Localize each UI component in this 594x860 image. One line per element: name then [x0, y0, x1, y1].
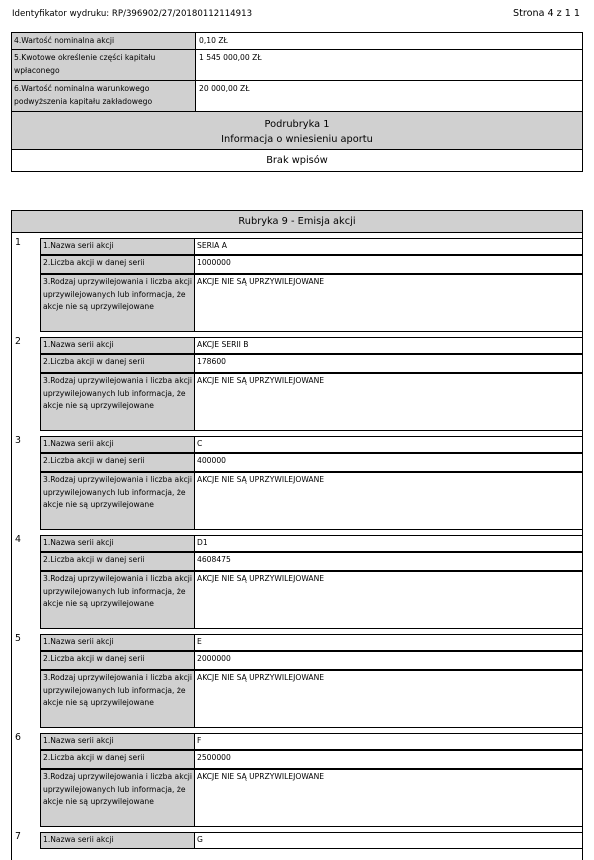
row-label: 5.Kwotowe określenie części kapitału wpłaconego — [12, 50, 195, 80]
privilege-value: AKCJE NIE SĄ UPRZYWILEJOWANE — [194, 670, 583, 728]
series-name-value: AKCJE SERII B — [194, 337, 583, 354]
share-series-entry — [12, 629, 582, 728]
privilege-label: 3.Rodzaj uprzywilejowania i liczba akcji uprzywilejowanych lub informacja, że akcje nie są uprzywilejowane — [40, 274, 195, 332]
series-name-label: 1.Nazwa serii akcji — [40, 436, 195, 453]
table-row — [12, 50, 582, 81]
share-count-label: 2.Liczba akcji w danej serii — [40, 651, 195, 670]
row-label: 6.Wartość nominalna warunkowego podwyższenia kapitału zakładowego — [12, 81, 195, 111]
series-name-value: E — [194, 634, 583, 651]
row-value: 20 000,00 ZŁ — [195, 81, 582, 111]
series-name-label: 1.Nazwa serii akcji — [40, 733, 195, 750]
table-row — [12, 33, 582, 50]
share-series-entry — [12, 728, 582, 827]
series-name-value: G — [194, 832, 583, 849]
entry-number: 5 — [15, 633, 21, 644]
share-count-label: 2.Liczba akcji w danej serii — [40, 552, 195, 571]
series-name-label: 1.Nazwa serii akcji — [40, 337, 195, 354]
share-count-label: 2.Liczba akcji w danej serii — [40, 750, 195, 769]
share-count-value: 2500000 — [194, 750, 583, 769]
privilege-label: 3.Rodzaj uprzywilejowania i liczba akcji uprzywilejowanych lub informacja, że akcje nie są uprzywilejowane — [40, 670, 195, 728]
share-count-value: 4608475 — [194, 552, 583, 571]
row-value: 1 545 000,00 ZŁ — [195, 50, 582, 80]
series-name-label: 1.Nazwa serii akcji — [40, 832, 195, 849]
subrubric-subtitle: Informacja o wniesieniu aportu — [221, 134, 373, 145]
series-name-label: 1.Nazwa serii akcji — [40, 535, 195, 552]
privilege-label: 3.Rodzaj uprzywilejowania i liczba akcji uprzywilejowanych lub informacja, że akcje nie są uprzywilejowane — [40, 769, 195, 827]
series-name-value: D1 — [194, 535, 583, 552]
privilege-value: AKCJE NIE SĄ UPRZYWILEJOWANE — [194, 472, 583, 530]
privilege-value: AKCJE NIE SĄ UPRZYWILEJOWANE — [194, 571, 583, 629]
subrubric-empty: Brak wpisów — [266, 155, 328, 166]
subrubric-title: Podrubryka 1 — [264, 119, 330, 130]
entry-number: 1 — [15, 237, 21, 248]
share-count-value: 2000000 — [194, 651, 583, 670]
share-count-label: 2.Liczba akcji w danej serii — [40, 255, 195, 274]
share-count-value: 400000 — [194, 453, 583, 472]
rubric-9-table — [11, 210, 583, 860]
share-count-label: 2.Liczba akcji w danej serii — [40, 453, 195, 472]
share-count-label: 2.Liczba akcji w danej serii — [40, 354, 195, 373]
share-count-value: 178600 — [194, 354, 583, 373]
privilege-value: AKCJE NIE SĄ UPRZYWILEJOWANE — [194, 769, 583, 827]
row-value: 0,10 ZŁ — [195, 33, 582, 49]
series-name-label: 1.Nazwa serii akcji — [40, 238, 195, 255]
privilege-label: 3.Rodzaj uprzywilejowania i liczba akcji uprzywilejowanych lub informacja, że akcje nie są uprzywilejowane — [40, 472, 195, 530]
print-identifier: Identyfikator wydruku: RP/396902/27/20180112114913 — [12, 9, 253, 19]
page-number: Strona 4 z 1 1 — [513, 8, 580, 19]
share-series-entry — [12, 827, 582, 857]
series-name-value: F — [194, 733, 583, 750]
privilege-value: AKCJE NIE SĄ UPRZYWILEJOWANE — [194, 274, 583, 332]
series-name-value: SERIA A — [194, 238, 583, 255]
series-name-label: 1.Nazwa serii akcji — [40, 634, 195, 651]
entry-number: 4 — [15, 534, 21, 545]
privilege-label: 3.Rodzaj uprzywilejowania i liczba akcji uprzywilejowanych lub informacja, że akcje nie są uprzywilejowane — [40, 571, 195, 629]
capital-table — [11, 32, 583, 172]
privilege-label: 3.Rodzaj uprzywilejowania i liczba akcji uprzywilejowanych lub informacja, że akcje nie są uprzywilejowane — [40, 373, 195, 431]
entry-number: 3 — [15, 435, 21, 446]
privilege-value: AKCJE NIE SĄ UPRZYWILEJOWANE — [194, 373, 583, 431]
share-series-entry — [12, 530, 582, 629]
entry-number: 2 — [15, 336, 21, 347]
series-name-value: C — [194, 436, 583, 453]
rubric-title: Rubryka 9 - Emisja akcji — [12, 211, 582, 233]
share-series-entry — [12, 233, 582, 332]
subrubric-header — [12, 112, 582, 150]
share-count-value: 1000000 — [194, 255, 583, 274]
entry-number: 6 — [15, 732, 21, 743]
share-series-entry — [12, 332, 582, 431]
entry-number: 7 — [15, 831, 21, 842]
share-series-entry — [12, 431, 582, 530]
table-row — [12, 81, 582, 112]
page-header — [12, 9, 580, 23]
row-label: 4.Wartość nominalna akcji — [12, 33, 195, 49]
